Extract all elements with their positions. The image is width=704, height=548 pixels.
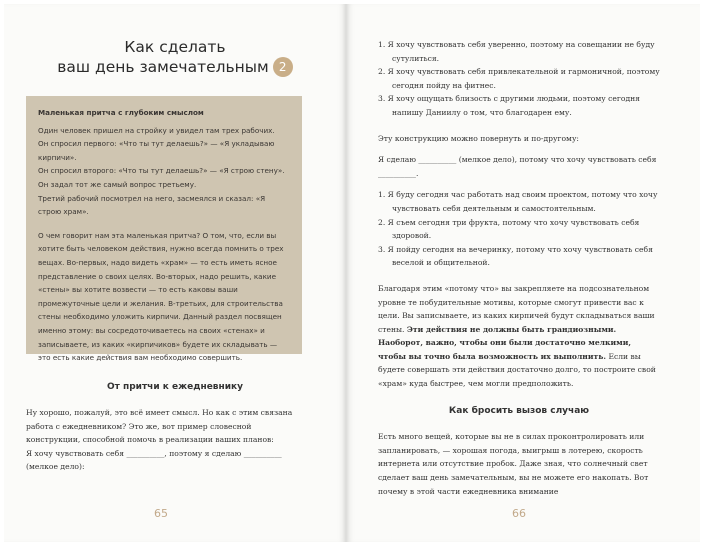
parable-line: Он задал тот же самый вопрос третьему. xyxy=(38,179,197,189)
para-bold: Эти действия не должны быть грандиозными. Наоборот, важно, чтобы они были достаточно мелкими, чтобы вы точно была возможность их выполнить. xyxy=(378,324,632,361)
chapter-title-text: ваш день замечательным xyxy=(57,58,269,76)
parable-moral: О чем говорит нам эта маленькая притча? О том, что, если вы хотите быть человеком действия, нужно всегда помнить о трех вещах. Во-первых, надо видеть «храм» — то есть иметь ясное представление о своих целях. Во-вторых, надо решить, какие «стены» вы хотите возвести — то есть каковы ваши промежуточные цели и желания. В-третьих, для строительства стены необходимо уложить кирпичи. Данный раздел посвящен именно этому: вы сосредоточиваетесь на своих «стенах» и записываете, из каких «кирпичиков» будете их складывать — это есть какие действия вам необходимо совершить. xyxy=(38,230,284,363)
chapter-title-line2 xyxy=(4,57,346,77)
section-title-left: От притчи к ежедневнику xyxy=(107,382,243,392)
list-item: 3. Я пойду сегодня на вечеринку, потому что хочу чувствовать себя веселой и общительной. xyxy=(378,244,653,268)
list-item: 1. Я буду сегодня час работать над своим проектом, потому что хочу чувствовать себя деятельным и самостоятельным. xyxy=(378,190,658,213)
section-title-right: Как бросить вызов случаю xyxy=(448,405,590,416)
left-page xyxy=(4,4,346,542)
parable-line: Один человек пришел на стройку и увидел там трех рабочих. xyxy=(38,125,275,135)
right-page xyxy=(346,4,700,542)
list-item: 2. Я хочу чувствовать себя привлекательной и гармоничной, поэтому сегодня пойду на фитнес. xyxy=(378,67,660,90)
body-paragraph-right2: Есть много вещей, которые вы не в силах проконтролировать или запланировать, — хорошая погода, выигрыш в лотерею, скорость интернета или отсутствие пробок. Даже зная, что солнечный свет сделает ваш день замечательным, вы не можете его накопать. Вот почему в этой части ежедневника внимание xyxy=(378,432,649,496)
body-paragraph-right xyxy=(378,282,660,391)
list-item: 3. Я хочу ощущать близость с другими людьми, поэтому сегодня напишу Даниилу о том, что благодарен ему. xyxy=(378,94,640,117)
parable-box xyxy=(26,96,302,363)
list-item: 1. Я хочу чувствовать себя уверенно, поэтому на совещании не буду сутулиться. xyxy=(378,40,655,63)
para-start: Благодаря этим «потому что» вы закрепляете на подсознательном уровне те побудительные мотивы, которые смогут привести вас к цели. Вы записываете, из каких кирпичей будут складываться ваши стены. xyxy=(378,283,655,334)
chapter-title-line1: Как сделать xyxy=(124,38,226,56)
formula2-text: Я сделаю __________ (мелкое дело), потому что хочу чувствовать себя __________. xyxy=(378,155,657,178)
chapter-badge: 2 xyxy=(273,57,293,77)
left-body xyxy=(26,406,306,474)
list-item: 2. Я съем сегодня три фрукта, потому что хочу чувствовать себя здоровой. xyxy=(378,217,640,241)
page-number-left: 65 xyxy=(154,507,168,520)
parable-heading: Маленькая притча с глубоким смыслом xyxy=(38,108,204,117)
turn-text: Эту конструкцию можно повернуть и по-другому: xyxy=(378,133,579,143)
para-end: Если вы будете совершать эти действия достаточно долго, то построите свой «храм» куда быстрее, чем могли предположить. xyxy=(378,351,656,389)
page-number-right: 66 xyxy=(512,507,526,520)
parable-line: Третий рабочий посмотрел на него, засмеялся и сказал: «Я строю храм». xyxy=(38,193,266,217)
parable-line: Он спросил второго: «Что ты тут делаешь?» — «Я строю стену». xyxy=(38,166,285,176)
right-column xyxy=(378,38,660,498)
formula-text: Я хочу чувствовать себя __________, поэтому я сделаю __________ (мелкое дело): xyxy=(26,448,282,472)
parable-line: Он спросил первого: «Что ты тут делаешь?» — «Я укладываю кирпичи». xyxy=(38,139,275,162)
body-paragraph: Ну хорошо, пожалуй, это всё имеет смысл. Но как с этим связана работа с ежедневником? Это же, вот пример словесной конструкции, способной помочь в реализации ваших планов: xyxy=(26,408,293,445)
